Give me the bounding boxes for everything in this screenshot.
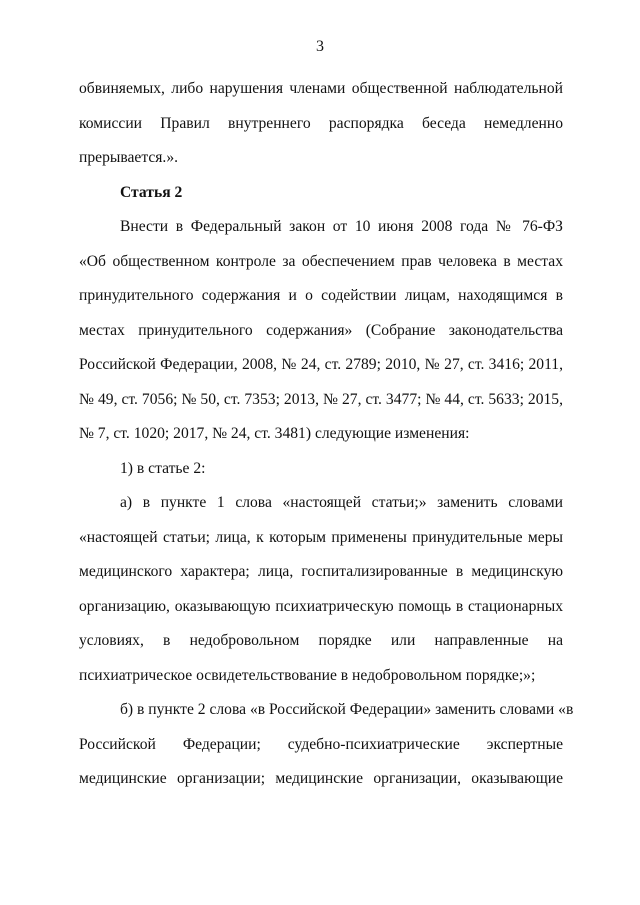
text-line: принудительного содержания и о содействии лицам, находящимся в <box>79 287 563 304</box>
text-line: условиях, в недобровольном порядке или направленные на <box>79 632 563 649</box>
text-line: «Об общественном контроле за обеспечением прав человека в местах <box>79 252 563 270</box>
document-body <box>79 72 574 797</box>
text-line: а) в пункте 1 слова «настоящей статьи;» заменить словами <box>120 494 563 511</box>
text-line: № 49, ст. 7056; № 50, ст. 7353; 2013, № 27, ст. 3477; № 44, ст. 5633; 2015, <box>79 390 563 408</box>
text-line: комиссии Правил внутреннего распорядка беседа немедленно <box>79 114 563 132</box>
text-line: № 7, ст. 1020; 2017, № 24, ст. 3481) следующие изменения: <box>79 425 470 442</box>
text-line: «настоящей статьи; лица, к которым применены принудительные меры <box>79 528 563 546</box>
text-line: организацию, оказывающую психиатрическую помощь в стационарных <box>79 597 563 615</box>
text-line: Внести в Федеральный закон от 10 июня 2008 года № 76-ФЗ <box>120 218 563 235</box>
text-line: Российской Федерации, 2008, № 24, ст. 2789; 2010, № 27, ст. 3416; 2011, <box>79 356 563 373</box>
page-number: 3 <box>316 38 324 55</box>
text-line: медицинские организации; медицинские организации, оказывающие <box>79 770 563 787</box>
text-line: прерывается.». <box>79 149 179 166</box>
text-line: Российской Федерации; судебно-психиатрические экспертные <box>79 735 563 753</box>
text-line: обвиняемых, либо нарушения членами общественной наблюдательной <box>79 80 563 97</box>
text-line: б) в пункте 2 слова «в Российской Федерации» заменить словами «в <box>120 701 574 718</box>
text-line: местах принудительного содержания» (Собрание законодательства <box>79 321 563 339</box>
article-heading: Статья 2 <box>120 183 183 201</box>
text-line: медицинского характера; лица, госпитализированные в медицинскую <box>79 563 563 580</box>
text-line: психиатрическое освидетельствование в недобровольном порядке;»; <box>79 666 536 684</box>
text-line: 1) в статье 2: <box>120 459 206 477</box>
